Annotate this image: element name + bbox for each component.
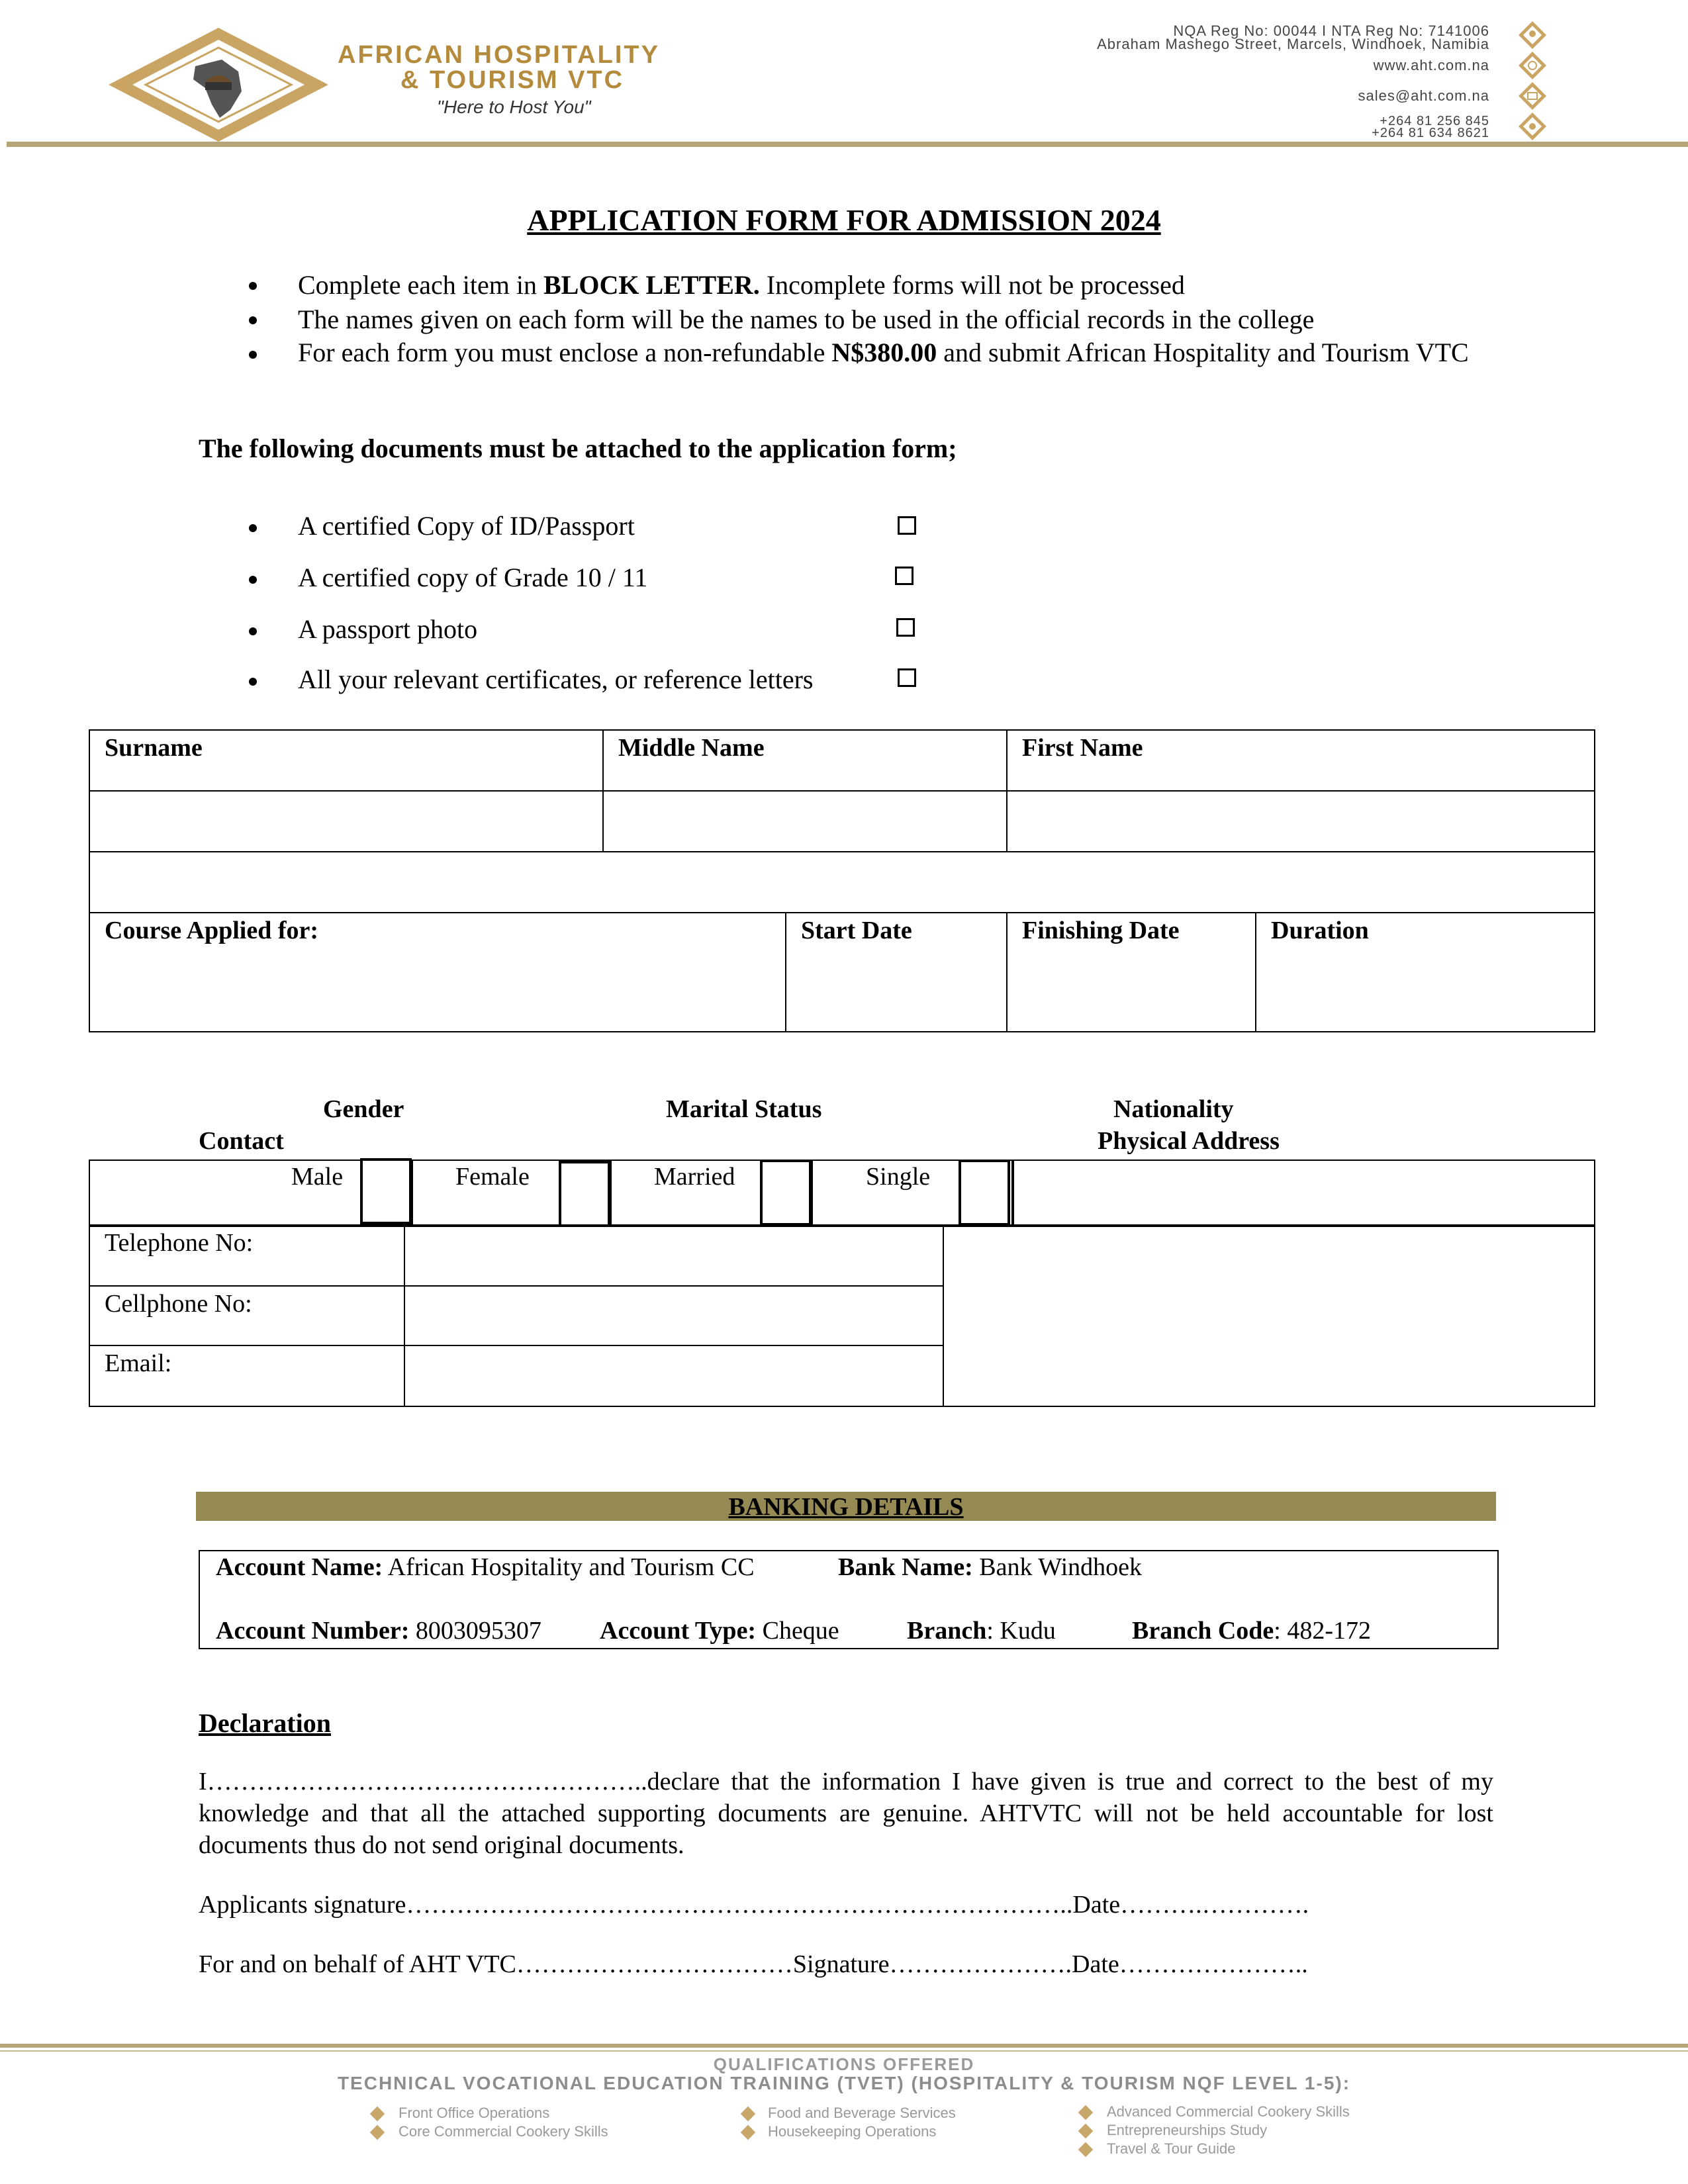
globe-icon — [1517, 50, 1548, 81]
instruction-3-bold: N$380.00 — [831, 338, 937, 367]
account-type-label: Account Type: — [600, 1617, 757, 1645]
banking-heading — [196, 1492, 1496, 1521]
bullet-diamond-icon — [370, 2125, 385, 2140]
bank-name-value: Bank Windhoek — [972, 1553, 1143, 1581]
bullet — [249, 316, 257, 324]
account-number-label: Account Number: — [216, 1617, 410, 1645]
male-checkbox[interactable] — [360, 1158, 412, 1224]
declaration-text: I……………………………………………..declare that the information I have given is true and correct to the best of my knowledge and that all the attached supporting documents are genuine. AHTVTC will not be held accountable for lost documents thus do not send original documents. — [199, 1768, 1493, 1859]
cellphone-input[interactable] — [404, 1285, 944, 1346]
phone-icon — [1517, 111, 1548, 142]
first-name-input[interactable] — [1006, 790, 1595, 852]
qualification-item: Advanced Commercial Cookery Skills — [1107, 2103, 1350, 2120]
female-checkbox[interactable] — [559, 1161, 610, 1227]
document-checkbox-id[interactable] — [898, 516, 916, 535]
banking-row-1 — [216, 1553, 755, 1582]
telephone-input[interactable] — [404, 1226, 944, 1287]
instruction-1-tail: Incomplete forms will not be processed — [759, 270, 1185, 300]
surname-input[interactable] — [89, 790, 604, 852]
male-label: Male — [291, 1163, 344, 1191]
phone2-text: +264 81 634 8621 — [1372, 126, 1489, 140]
banking-branch — [907, 1616, 1056, 1645]
blank-row — [89, 851, 1595, 913]
email-input[interactable] — [404, 1345, 944, 1407]
banking-branch-code — [1132, 1616, 1371, 1645]
instruction-3 — [298, 336, 1489, 369]
instruction-1 — [298, 269, 1489, 302]
instruction-3-text: For each form you must enclose a non-refundable — [298, 338, 832, 367]
logo-emblem — [106, 25, 331, 144]
instruction-3-tail: and submit African Hospitality and Tourism VTC — [937, 338, 1469, 367]
document-checkbox-grade[interactable] — [895, 567, 914, 585]
applicant-signature-line[interactable]: Applicants signature……………………………………………………………………..Date……….…………. — [199, 1891, 1309, 1919]
branch-value: : Kudu — [986, 1617, 1056, 1645]
website-text: www.aht.com.na — [1373, 57, 1489, 73]
middle-name-input[interactable] — [602, 790, 1008, 852]
bullet — [249, 351, 257, 359]
branch-label: Branch — [907, 1617, 987, 1645]
account-name-value: African Hospitality and Tourism CC — [383, 1553, 755, 1581]
account-type-value: Cheque — [756, 1617, 839, 1645]
marital-status-label: Marital Status — [666, 1095, 822, 1123]
instruction-2 — [298, 303, 1489, 336]
footer-rule-thin — [0, 2050, 1688, 2052]
address-text: Abraham Mashego Street, Marcels, Windhoek, Namibia — [1097, 36, 1489, 52]
banking-account-type — [600, 1616, 839, 1645]
start-date-label: Start Date — [801, 917, 912, 944]
email-icon — [1517, 81, 1548, 111]
qualification-item: Front Office Operations — [399, 2105, 550, 2121]
qualification-item: Housekeeping Operations — [768, 2123, 937, 2140]
footer-subheading: TECHNICAL VOCATIONAL EDUCATION TRAINING (TVET) (HOSPITALITY & TOURISM NQF LEVEL 1-5): — [337, 2073, 1351, 2093]
telephone-label: Telephone No: — [105, 1229, 254, 1257]
single-checkbox[interactable] — [959, 1160, 1010, 1226]
banking-account-number — [216, 1616, 541, 1645]
instruction-1-bold: BLOCK LETTER. — [543, 270, 760, 300]
behalf-signature-line[interactable]: For and on behalf of AHT VTC……………………………Signature………………….Date………………….. — [199, 1950, 1308, 1978]
bullet-diamond-icon — [370, 2107, 385, 2122]
footer-heading: QUALIFICATIONS OFFERED — [713, 2054, 975, 2074]
brand-line1: AFRICAN HOSPITALITY — [338, 41, 660, 69]
location-icon — [1517, 20, 1548, 50]
instruction-2-text: The names given on each form will be the names to be used in the official records in the college — [298, 304, 1315, 334]
brand-line2: & TOURISM VTC — [400, 66, 625, 94]
bullet — [249, 627, 257, 635]
header-rule — [7, 142, 1688, 147]
phone1-text: +264 81 256 845 — [1380, 114, 1489, 128]
bullet-diamond-icon — [741, 2125, 756, 2140]
document-item: All your relevant certificates, or reference letters — [298, 664, 814, 694]
document-item: A certified Copy of ID/Passport — [298, 511, 635, 541]
single-label: Single — [866, 1163, 931, 1191]
divider — [1011, 1160, 1014, 1226]
document-item: A passport photo — [298, 614, 478, 644]
email-text: sales@aht.com.na — [1358, 87, 1489, 104]
bullet-diamond-icon — [1078, 2142, 1094, 2158]
married-checkbox[interactable] — [760, 1160, 812, 1226]
gender-label: Gender — [323, 1095, 404, 1123]
brand-tagline: "Here to Host You" — [437, 97, 591, 117]
middle-name-label: Middle Name — [618, 734, 765, 762]
reg-line: NQA Reg No: 00044 I NTA Reg No: 7141006 — [1173, 23, 1489, 39]
surname-label: Surname — [105, 734, 203, 762]
bullet — [249, 282, 257, 290]
document-item: A certified copy of Grade 10 / 11 — [298, 563, 648, 592]
physical-address-label: Physical Address — [1098, 1127, 1280, 1155]
bullet — [249, 576, 257, 584]
cellphone-label: Cellphone No: — [105, 1290, 252, 1318]
form-title: APPLICATION FORM FOR ADMISSION 2024 — [527, 203, 1161, 237]
course-label: Course Applied for: — [105, 917, 318, 944]
nationality-label: Nationality — [1113, 1095, 1234, 1123]
documents-heading: The following documents must be attached to the application form; — [199, 433, 957, 463]
bullet — [249, 524, 257, 532]
qualification-item: Core Commercial Cookery Skills — [399, 2123, 608, 2140]
qualification-item: Food and Beverage Services — [768, 2105, 956, 2121]
footer-rule — [0, 2044, 1688, 2048]
banking-heading-text: BANKING DETAILS — [728, 1493, 964, 1521]
document-checkbox-certificates[interactable] — [898, 668, 916, 687]
qualification-item: Travel & Tour Guide — [1107, 2140, 1236, 2157]
declaration-heading: Declaration — [199, 1708, 331, 1738]
account-number-value: 8003095307 — [409, 1617, 541, 1645]
instruction-1-text: Complete each item in — [298, 270, 543, 300]
email-label: Email: — [105, 1349, 172, 1377]
account-name-label: Account Name: — [216, 1553, 383, 1581]
bullet-diamond-icon — [741, 2107, 756, 2122]
document-checkbox-photo[interactable] — [896, 618, 915, 637]
duration-label: Duration — [1271, 917, 1369, 944]
female-label: Female — [455, 1163, 530, 1191]
physical-address-input[interactable] — [943, 1226, 1595, 1407]
bullet — [249, 678, 257, 686]
bank-name-label: Bank Name: — [838, 1553, 973, 1581]
bullet-diamond-icon — [1078, 2105, 1094, 2120]
married-label: Married — [654, 1163, 735, 1191]
contact-label: Contact — [199, 1127, 284, 1155]
banking-bank — [838, 1553, 1142, 1582]
qualification-item: Entrepreneurships Study — [1107, 2122, 1268, 2138]
branch-code-value: : 482-172 — [1274, 1617, 1372, 1645]
finishing-date-label: Finishing Date — [1022, 917, 1180, 944]
first-name-label: First Name — [1022, 734, 1143, 762]
bullet-diamond-icon — [1078, 2124, 1094, 2139]
branch-code-label: Branch Code — [1132, 1617, 1274, 1645]
